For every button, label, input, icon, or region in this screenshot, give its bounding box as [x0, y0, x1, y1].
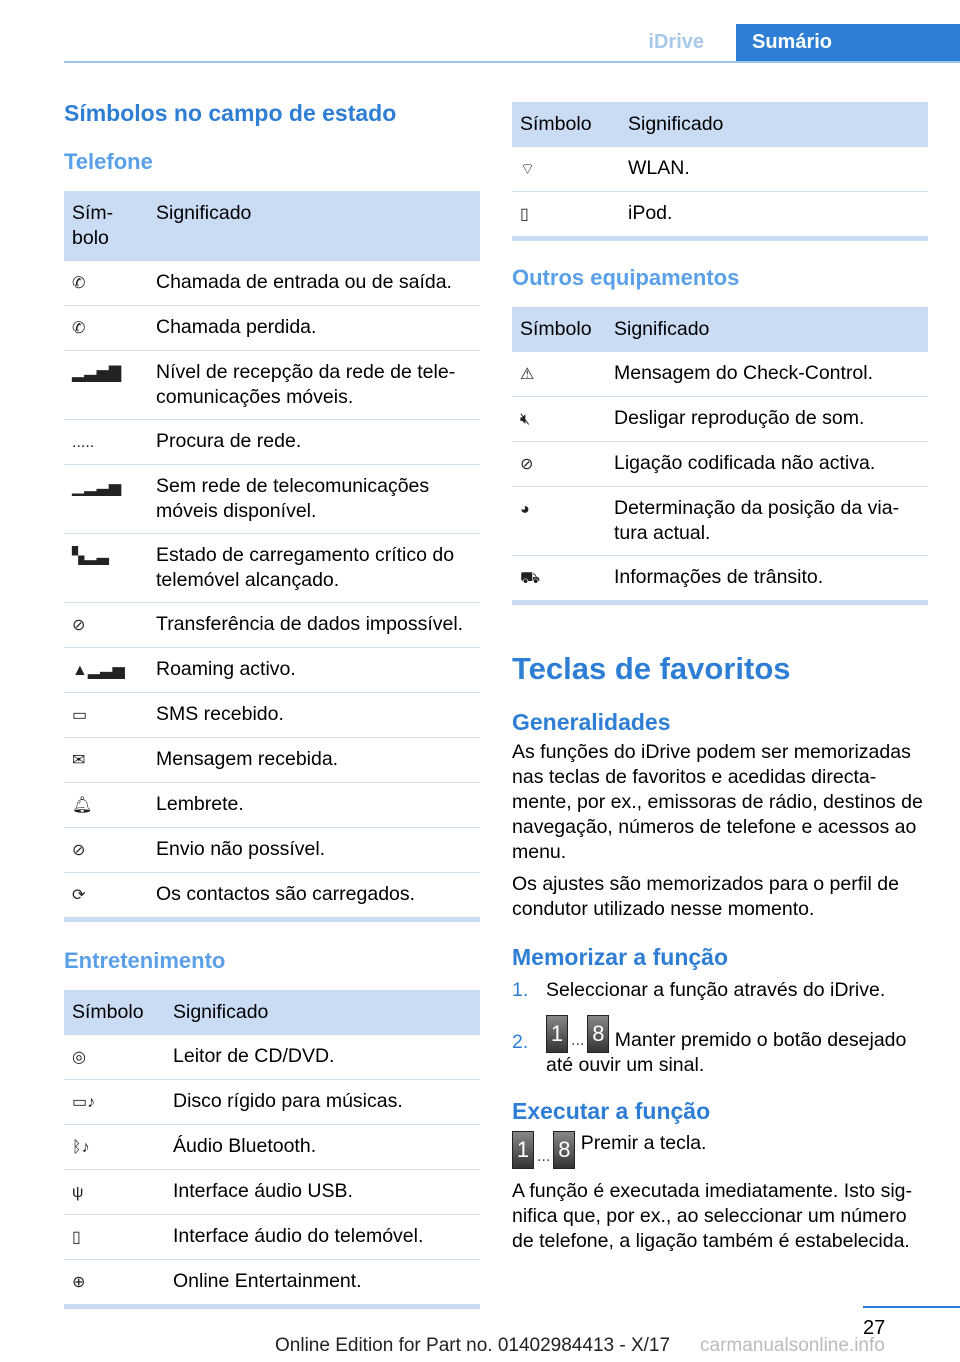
meaning-cell: Chamada de entrada ou de saída.	[148, 261, 480, 306]
bell-icon: 🔔︎	[72, 797, 93, 814]
meaning-cell: Determinação da posição da via-tura actual.	[606, 487, 928, 556]
col-meaning-header: Significado	[165, 990, 480, 1035]
mute-icon: 🔇︎	[520, 411, 531, 428]
execute-row	[512, 1131, 928, 1169]
footer-rule	[863, 1306, 960, 1308]
envelope-icon: ✉	[72, 752, 86, 769]
no-network-icon: ▁▂▃▅	[72, 479, 122, 496]
symbol-cell	[512, 352, 606, 397]
col-symbol-header: Símbolo	[512, 307, 606, 352]
col-symbol-header: Sím- bolo	[64, 191, 148, 261]
table-row	[64, 261, 480, 306]
favorite-key-8-icon: 8	[553, 1131, 575, 1169]
send-blocked-icon: ⊘	[72, 842, 86, 859]
table-row	[512, 192, 928, 237]
list-item	[512, 978, 928, 1003]
connectivity-symbol-table	[512, 102, 928, 236]
table-end-rule	[64, 1304, 480, 1309]
favorites-title: Teclas de favoritos	[512, 651, 791, 686]
symbol-cell	[64, 873, 148, 918]
network-search-icon: .....	[72, 434, 95, 451]
meaning-cell: Mensagem recebida.	[148, 738, 480, 783]
symbol-cell	[64, 738, 148, 783]
symbol-cell	[64, 603, 148, 648]
meaning-cell: Disco rígido para músicas.	[165, 1080, 480, 1125]
meaning-cell: WLAN.	[620, 147, 928, 192]
table-row	[64, 783, 480, 828]
meaning-cell: Online Entertainment.	[173, 1270, 362, 1292]
store-steps-list	[512, 978, 928, 1078]
symbol-cell	[64, 420, 148, 465]
table-row	[64, 465, 480, 534]
symbol-cell	[512, 442, 606, 487]
favorite-key-8-icon: 8	[587, 1015, 609, 1053]
meaning-cell: Ligação codificada não activa.	[606, 442, 928, 487]
meaning-cell: Interface áudio do telemóvel.	[165, 1215, 480, 1260]
online-entertainment-icon: ⊕	[72, 1274, 86, 1291]
table-row	[512, 352, 928, 397]
table-row	[64, 1170, 480, 1215]
meaning-cell: Nível de recepção da rede de tele-comunicações móveis.	[148, 351, 480, 420]
meaning-cell: Desligar reprodução de som.	[606, 397, 928, 442]
warning-icon: ⚠	[520, 366, 535, 383]
table-row	[64, 1035, 480, 1080]
table-row	[64, 648, 480, 693]
general-paragraph-2: Os ajustes são memorizados para o perfil de condutor utilizado nesse momento.	[512, 873, 899, 920]
meaning-cell: Interface áudio USB.	[165, 1170, 480, 1215]
traffic-icon: ⛟	[520, 570, 541, 587]
table-row	[512, 442, 928, 487]
missed-call-icon: ✆	[72, 320, 86, 337]
tab-idrive[interactable]: iDrive	[648, 31, 704, 53]
ellipsis: ...	[537, 1148, 551, 1165]
symbol-cell	[64, 1125, 165, 1170]
sms-icon: ▭	[72, 707, 88, 724]
table-row	[64, 420, 480, 465]
contacts-loading-icon: ⟳	[72, 887, 86, 904]
col-symbol-header: Símbolo	[64, 990, 165, 1035]
phone-heading: Telefone	[64, 149, 153, 174]
header-bar	[64, 24, 960, 63]
symbol-cell	[64, 1215, 165, 1260]
col-meaning-header: Significado	[620, 102, 928, 147]
table-row	[64, 351, 480, 420]
execute-function-heading: Executar a função	[512, 1098, 711, 1124]
usb-icon: ψ	[72, 1184, 84, 1201]
meaning-cell: Roaming activo.	[148, 648, 480, 693]
meaning-cell: Sem rede de telecomunicações móveis disponível.	[148, 465, 480, 534]
table-row	[512, 487, 928, 556]
execute-text: Premir a tecla.	[580, 1132, 707, 1154]
symbol-cell	[64, 828, 148, 873]
symbol-cell	[64, 465, 148, 534]
symbol-cell	[512, 487, 606, 556]
table-row	[64, 1215, 480, 1260]
position-icon: ◕	[520, 501, 530, 518]
meaning-cell: Chamada perdida.	[148, 306, 480, 351]
symbol-cell	[64, 351, 148, 420]
symbol-cell	[64, 534, 148, 603]
step-text: Manter premido o botão desejado até ouvir um sinal.	[546, 1029, 907, 1076]
entertainment-symbol-table	[64, 990, 480, 1304]
encryption-off-icon: ⊘	[520, 456, 534, 473]
meaning-cell: Procura de rede.	[148, 420, 480, 465]
table-row	[64, 828, 480, 873]
watermark: carmanualsonline.info	[700, 1335, 885, 1356]
other-equipment-heading: Outros equipamentos	[512, 265, 740, 290]
col-meaning-header: Significado	[148, 191, 480, 261]
symbol-cell	[512, 397, 606, 442]
meaning-cell: Lembrete.	[148, 783, 480, 828]
meaning-cell: Envio não possível.	[148, 828, 480, 873]
step-text: Seleccionar a função através do iDrive.	[546, 979, 886, 1001]
roaming-icon: ▲▂▃▅	[72, 662, 125, 679]
step-number: 2.	[512, 1031, 529, 1053]
symbol-cell	[64, 306, 148, 351]
meaning-cell: Transferência de dados impossível.	[148, 603, 480, 648]
table-end-rule	[64, 917, 480, 922]
section-title: Símbolos no campo de estado	[64, 100, 397, 126]
list-item	[512, 1015, 928, 1078]
symbol-cell	[64, 783, 148, 828]
battery-critical-icon: ▚▂▃	[72, 548, 109, 565]
ipod-icon: ▯	[520, 206, 529, 223]
edition-note: Online Edition for Part no. 01402984413 - X/17	[275, 1335, 671, 1356]
table-row	[64, 603, 480, 648]
signal-strength-icon: ▂▃▅▇	[72, 365, 122, 382]
meaning-cell: Informações de trânsito.	[614, 566, 824, 588]
table-row	[512, 397, 928, 442]
table-row	[64, 1260, 480, 1305]
mobile-audio-icon: ▯	[72, 1229, 81, 1246]
bluetooth-audio-icon: ᛒ♪	[72, 1139, 90, 1156]
general-paragraph-1: As funções do iDrive podem ser memorizadas nas teclas de favoritos e acedidas directa-mente, por ex., emissoras de rádio, destinos de navegação, números de telefone e acessos ao menu.	[512, 741, 923, 863]
table-row	[64, 1125, 480, 1170]
meaning-cell: SMS recebido.	[148, 693, 480, 738]
favorite-key-1-icon: 1	[512, 1131, 534, 1169]
meaning-cell: Áudio Bluetooth.	[165, 1125, 480, 1170]
phone-symbol-table	[64, 191, 480, 917]
execute-paragraph: A função é executada imediatamente. Isto sig-nifica que, por ex., ao seleccionar um número de telefone, a ligação também é estabelecida.	[512, 1180, 912, 1252]
symbol-cell	[512, 556, 606, 601]
table-row	[64, 738, 480, 783]
table-row	[512, 556, 928, 601]
phone-icon: ✆	[72, 275, 86, 292]
symbol-cell	[64, 648, 148, 693]
right-column	[512, 102, 928, 1254]
col-meaning-header: Significado	[606, 307, 928, 352]
meaning-cell: Mensagem do Check-Control.	[606, 352, 928, 397]
hard-disk-icon: ▭♪	[72, 1094, 96, 1111]
symbol-cell	[64, 693, 148, 738]
symbol-cell	[64, 1170, 165, 1215]
cd-icon: ◎	[72, 1049, 86, 1066]
page-number: 27	[863, 1317, 886, 1339]
symbol-cell	[512, 192, 620, 237]
favorite-key-1-icon: 1	[546, 1015, 568, 1053]
table-row	[64, 693, 480, 738]
left-column	[64, 100, 480, 1309]
col-symbol-header: Símbolo	[512, 102, 620, 147]
entertainment-heading: Entretenimento	[64, 948, 226, 973]
symbol-cell	[64, 1035, 165, 1080]
step-number: 1.	[512, 979, 529, 1001]
symbol-cell	[512, 147, 620, 192]
store-function-heading: Memorizar a função	[512, 944, 728, 970]
meaning-cell: Leitor de CD/DVD.	[165, 1035, 480, 1080]
table-end-rule	[512, 600, 928, 605]
meaning-cell: Os contactos são carregados.	[156, 883, 416, 905]
table-row	[512, 147, 928, 192]
data-blocked-icon: ⊘	[72, 617, 86, 634]
tab-summary[interactable]: Sumário	[736, 24, 960, 61]
table-row	[64, 534, 480, 603]
meaning-cell: iPod.	[628, 202, 673, 224]
table-row	[64, 306, 480, 351]
general-heading: Generalidades	[512, 709, 671, 735]
wlan-icon: ⌔	[520, 161, 536, 178]
symbol-cell	[64, 1260, 165, 1305]
table-row	[64, 873, 480, 918]
other-symbol-table	[512, 307, 928, 600]
table-end-rule	[512, 236, 928, 241]
symbol-cell	[64, 1080, 165, 1125]
ellipsis: ...	[571, 1032, 585, 1049]
meaning-cell: Estado de carregamento crítico do telemóvel alcançado.	[148, 534, 480, 603]
symbol-cell	[64, 261, 148, 306]
table-row	[64, 1080, 480, 1125]
